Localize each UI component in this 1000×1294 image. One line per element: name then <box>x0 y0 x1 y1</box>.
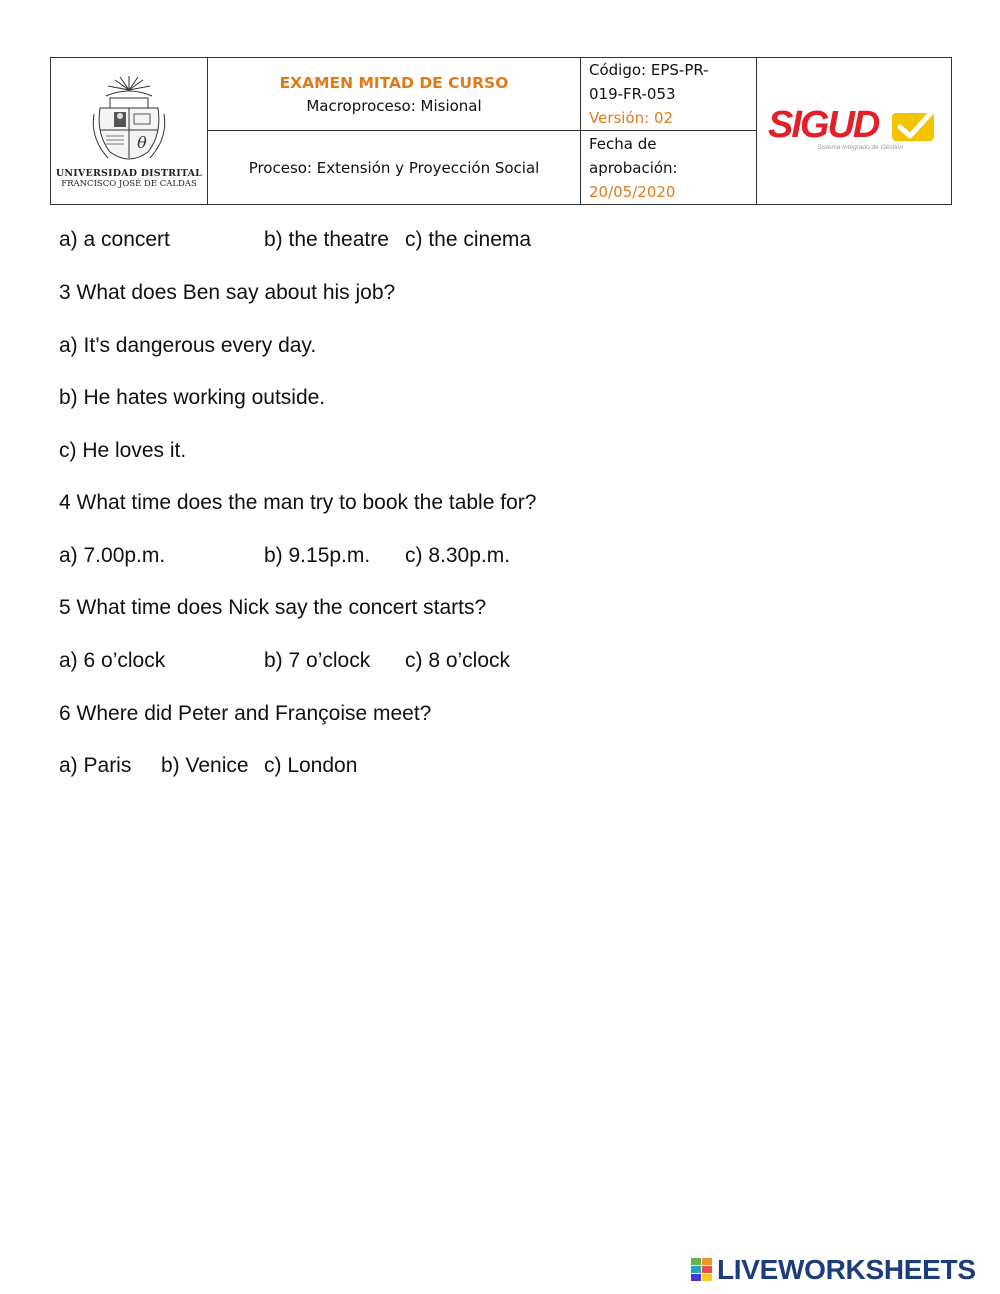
q2-option-a: a) a concert <box>59 228 170 251</box>
date-line-2: aprobación: <box>589 158 678 177</box>
approval-date: 20/05/2020 <box>589 182 676 201</box>
svg-text:θ: θ <box>137 132 147 152</box>
q4-option-a: a) 7.00p.m. <box>59 544 166 567</box>
sigud-logo-icon <box>764 99 944 159</box>
question-3: 3 What does Ben say about his job? <box>59 281 396 304</box>
exam-title: EXAMEN MITAD DE CURSO <box>279 74 509 92</box>
q4-option-c: c) 8.30p.m. <box>405 544 511 567</box>
question-4: 4 What time does the man try to book the table for? <box>59 491 537 514</box>
q5-option-c: c) 8 o’clock <box>405 649 511 672</box>
liveworksheets-brand: LIVEWORKSHEETS <box>717 1254 976 1285</box>
sigud-logo-cell <box>757 58 952 205</box>
university-logo-cell <box>51 58 208 205</box>
university-subtitle: FRANCISCO JOSÉ DE CALDAS <box>61 178 197 189</box>
question-5: 5 What time does Nick say the concert starts? <box>59 596 487 619</box>
liveworksheets-logo[interactable] <box>691 1254 976 1286</box>
date-line-1: Fecha de <box>589 134 657 153</box>
question-6: 6 Where did Peter and Françoise meet? <box>59 702 432 725</box>
q2-option-c: c) the cinema <box>405 228 532 251</box>
q3-option-c: c) He loves it. <box>59 439 187 462</box>
university-crest-icon <box>90 74 168 166</box>
exam-title-cell <box>208 58 581 131</box>
process-cell <box>208 131 581 205</box>
q5-option-a: a) 6 o’clock <box>59 649 166 672</box>
q6-option-b: b) Venice <box>161 754 249 777</box>
svg-text:SIGUD: SIGUD <box>768 103 879 146</box>
q3-option-a: a) It’s dangerous every day. <box>59 334 317 357</box>
code-line-2: 019-FR-053 <box>589 85 676 103</box>
liveworksheets-blocks-icon <box>691 1258 713 1282</box>
q4-option-b: b) 9.15p.m. <box>264 544 371 567</box>
svg-text:Sistema Integrado de Gestión: Sistema Integrado de Gestión <box>817 143 903 151</box>
q6-option-a: a) Paris <box>59 754 132 777</box>
q3-option-b: b) He hates working outside. <box>59 386 326 409</box>
code-line-1: Código: EPS-PR- <box>589 61 709 79</box>
process-label: Proceso: Extensión y Proyección Social <box>248 158 540 177</box>
macroproceso-label: Macroproceso: Misional <box>306 97 482 115</box>
document-header-table <box>50 57 952 205</box>
q5-option-b: b) 7 o’clock <box>264 649 371 672</box>
code-cell <box>581 58 757 131</box>
q6-option-c: c) London <box>264 754 358 777</box>
version-label: Versión: 02 <box>589 109 674 127</box>
date-cell <box>581 131 757 205</box>
university-name: UNIVERSIDAD DISTRITAL <box>55 167 203 179</box>
q2-option-b: b) the theatre <box>264 228 389 251</box>
